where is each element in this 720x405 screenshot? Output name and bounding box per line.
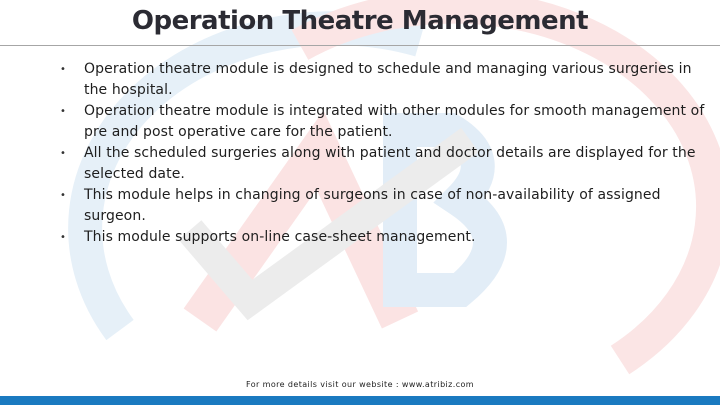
bullet-text: This module helps in changing of surgeons in case of non-availability of assigned surgeon.: [84, 187, 661, 224]
bullet-item: [60, 227, 710, 248]
bullet-icon: •: [60, 232, 66, 243]
bullet-text: Operation theatre module is integrated with other modules for smooth management of pre and post operative care for the patient.: [84, 103, 705, 140]
footer-website-note: For more details visit our website : www.atribiz.com: [245, 380, 475, 389]
title-divider: [0, 45, 720, 46]
bullet-text: This module supports on-line case-sheet management.: [84, 229, 476, 245]
bullet-text: Operation theatre module is designed to schedule and managing various surgeries in the hospital.: [84, 61, 692, 98]
bullet-icon: •: [60, 190, 66, 201]
bullet-icon: •: [60, 148, 66, 159]
footer-bar: [0, 396, 720, 405]
bullet-item: [60, 59, 710, 101]
bullet-icon: •: [60, 106, 66, 117]
bullet-list: [60, 59, 710, 248]
slide-title: Operation Theatre Management: [131, 6, 589, 36]
bullet-text: All the scheduled surgeries along with patient and doctor details are displayed for the selected date.: [84, 145, 696, 182]
bullet-icon: •: [60, 64, 66, 75]
bullet-item: [60, 185, 710, 227]
bullet-item: [60, 101, 710, 143]
bullet-item: [60, 143, 710, 185]
